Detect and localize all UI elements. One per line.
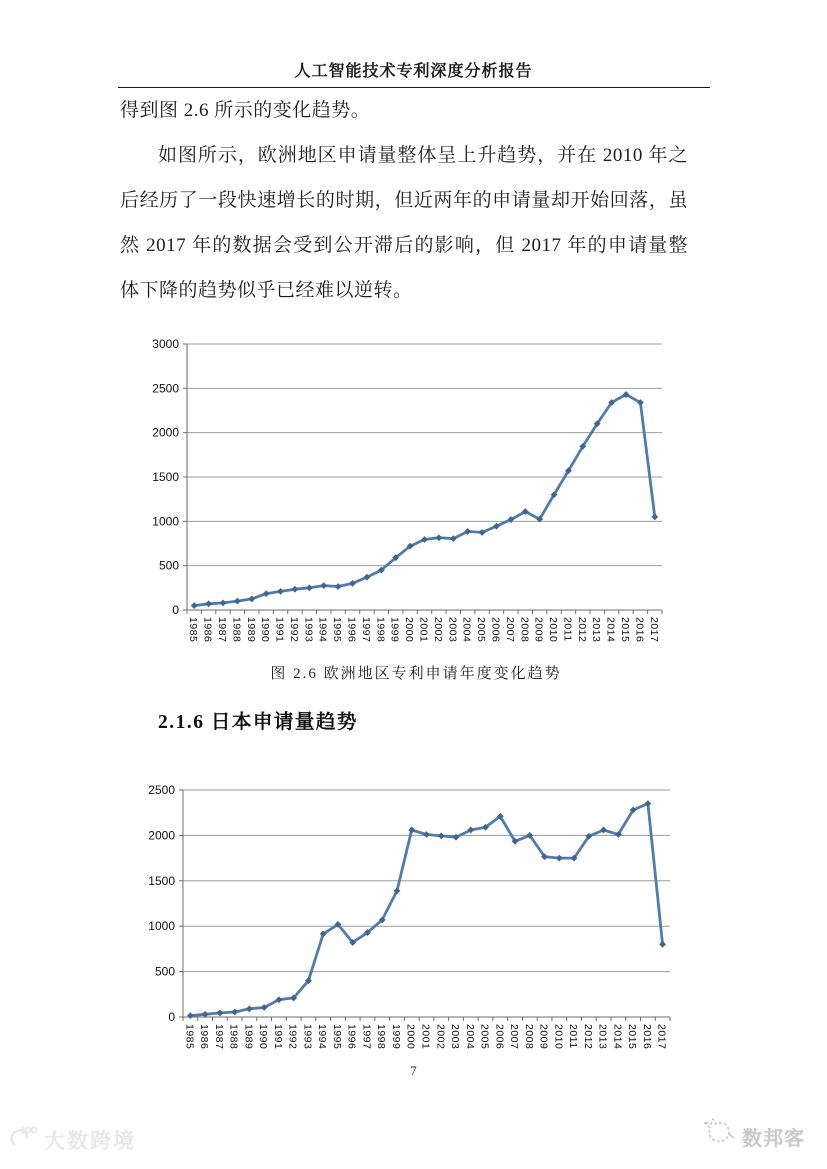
svg-text:2004: 2004 — [460, 617, 473, 643]
svg-text:2000: 2000 — [148, 828, 175, 843]
svg-text:1988: 1988 — [230, 617, 243, 643]
svg-text:1993: 1993 — [301, 1024, 314, 1050]
figure-caption: 图 2.6 欧洲地区专利申请年度变化趋势 — [270, 666, 562, 682]
chart-japan-applications — [124, 782, 680, 1066]
svg-text:2017: 2017 — [647, 617, 660, 643]
svg-text:2008: 2008 — [518, 617, 531, 643]
svg-text:2017: 2017 — [655, 1024, 668, 1050]
svg-text:2002: 2002 — [431, 617, 444, 643]
svg-text:2013: 2013 — [596, 1024, 609, 1050]
svg-text:1987: 1987 — [212, 1024, 225, 1050]
svg-text:2006: 2006 — [493, 1024, 506, 1050]
svg-text:2009: 2009 — [537, 1024, 550, 1050]
svg-text:2014: 2014 — [604, 617, 617, 643]
svg-text:1995: 1995 — [331, 617, 344, 643]
svg-text:2001: 2001 — [419, 1024, 432, 1050]
svg-text:2008: 2008 — [522, 1024, 535, 1050]
svg-text:1993: 1993 — [302, 617, 315, 643]
svg-text:1994: 1994 — [316, 1024, 329, 1050]
svg-text:2002: 2002 — [434, 1024, 447, 1050]
svg-text:1992: 1992 — [286, 1024, 299, 1050]
svg-text:1989: 1989 — [244, 617, 257, 643]
svg-text:0: 0 — [168, 1010, 175, 1024]
svg-text:1995: 1995 — [330, 1024, 343, 1050]
svg-text:1987: 1987 — [215, 617, 228, 643]
svg-text:2007: 2007 — [503, 617, 516, 643]
svg-text:2011: 2011 — [567, 1024, 580, 1049]
report-title: 人工智能技术专利深度分析报告 — [294, 63, 533, 80]
watermark-shubangke — [700, 1118, 805, 1154]
svg-text:2013: 2013 — [590, 617, 603, 643]
dove-icon — [700, 1118, 736, 1154]
page-number: 7 — [410, 1063, 417, 1078]
svg-text:1990: 1990 — [259, 617, 272, 643]
svg-text:1997: 1997 — [359, 617, 372, 643]
svg-text:2006: 2006 — [489, 617, 502, 643]
svg-text:3000: 3000 — [152, 337, 179, 351]
svg-text:1985: 1985 — [183, 1024, 196, 1050]
svg-text:1500: 1500 — [152, 470, 179, 484]
svg-text:2015: 2015 — [626, 1024, 639, 1050]
watermark-dashu-label: 大数跨境 — [44, 1130, 136, 1153]
svg-text:1000: 1000 — [148, 919, 175, 934]
svg-text:2003: 2003 — [446, 617, 459, 643]
svg-text:2015: 2015 — [619, 617, 632, 643]
paragraph-intro: 得到图 2.6 所示的变化趋势。 — [120, 100, 371, 121]
svg-text:2000: 2000 — [403, 617, 416, 643]
svg-text:500: 500 — [158, 558, 179, 573]
svg-text:1997: 1997 — [360, 1024, 373, 1050]
svg-text:1988: 1988 — [227, 1024, 240, 1050]
svg-text:1996: 1996 — [345, 1024, 358, 1050]
svg-text:1990: 1990 — [257, 1024, 270, 1050]
watermark-shubangke-label: 数邦客 — [742, 1127, 805, 1150]
svg-text:1500: 1500 — [148, 873, 175, 888]
svg-text:2012: 2012 — [581, 1024, 594, 1050]
svg-text:0: 0 — [172, 603, 179, 617]
svg-text:2500: 2500 — [152, 381, 179, 396]
svg-text:500: 500 — [154, 964, 175, 979]
svg-text:2005: 2005 — [475, 617, 488, 643]
svg-text:1999: 1999 — [388, 617, 401, 643]
svg-text:2011: 2011 — [561, 617, 574, 642]
svg-text:2004: 2004 — [463, 1024, 476, 1050]
dashu-logo-icon — [8, 1124, 38, 1156]
svg-text:2009: 2009 — [532, 617, 545, 643]
svg-text:1992: 1992 — [287, 617, 300, 643]
svg-text:2007: 2007 — [508, 1024, 521, 1050]
svg-text:1991: 1991 — [271, 1024, 284, 1050]
svg-text:2500: 2500 — [148, 783, 175, 797]
paragraph-analysis: 如图所示，欧洲地区申请量整体呈上升趋势，并在 2010 年之后经历了一段快速增长的时期，但近两年的申请量却开始回落，虽然 2017 年的数据会受到公开滞后的影响，但 2017 年的申请量整体下降的趋势似乎已经难以逆转。 — [120, 145, 688, 301]
svg-text:2003: 2003 — [449, 1024, 462, 1050]
svg-text:1998: 1998 — [374, 617, 387, 643]
watermark-dashu — [8, 1124, 136, 1156]
svg-text:1996: 1996 — [345, 617, 358, 643]
svg-text:2010: 2010 — [547, 617, 560, 643]
svg-text:2000: 2000 — [152, 425, 179, 440]
svg-text:2005: 2005 — [478, 1024, 491, 1050]
svg-text:2000: 2000 — [404, 1024, 417, 1050]
chart-europe-applications — [128, 336, 680, 658]
section-heading: 2.1.6 日本申请量趋势 — [158, 712, 358, 733]
svg-text:1986: 1986 — [198, 1024, 211, 1050]
svg-text:1998: 1998 — [375, 1024, 388, 1050]
svg-text:2016: 2016 — [640, 1024, 653, 1050]
svg-text:2012: 2012 — [575, 617, 588, 643]
svg-text:1991: 1991 — [273, 617, 286, 643]
svg-text:2016: 2016 — [633, 617, 646, 643]
svg-text:2010: 2010 — [552, 1024, 565, 1050]
svg-text:1994: 1994 — [316, 617, 329, 643]
svg-text:2001: 2001 — [417, 617, 430, 643]
svg-text:1985: 1985 — [187, 617, 200, 643]
svg-text:1986: 1986 — [201, 617, 214, 643]
svg-text:2014: 2014 — [611, 1024, 624, 1050]
svg-text:1989: 1989 — [242, 1024, 255, 1050]
svg-text:1999: 1999 — [389, 1024, 402, 1050]
svg-text:1000: 1000 — [152, 514, 179, 529]
